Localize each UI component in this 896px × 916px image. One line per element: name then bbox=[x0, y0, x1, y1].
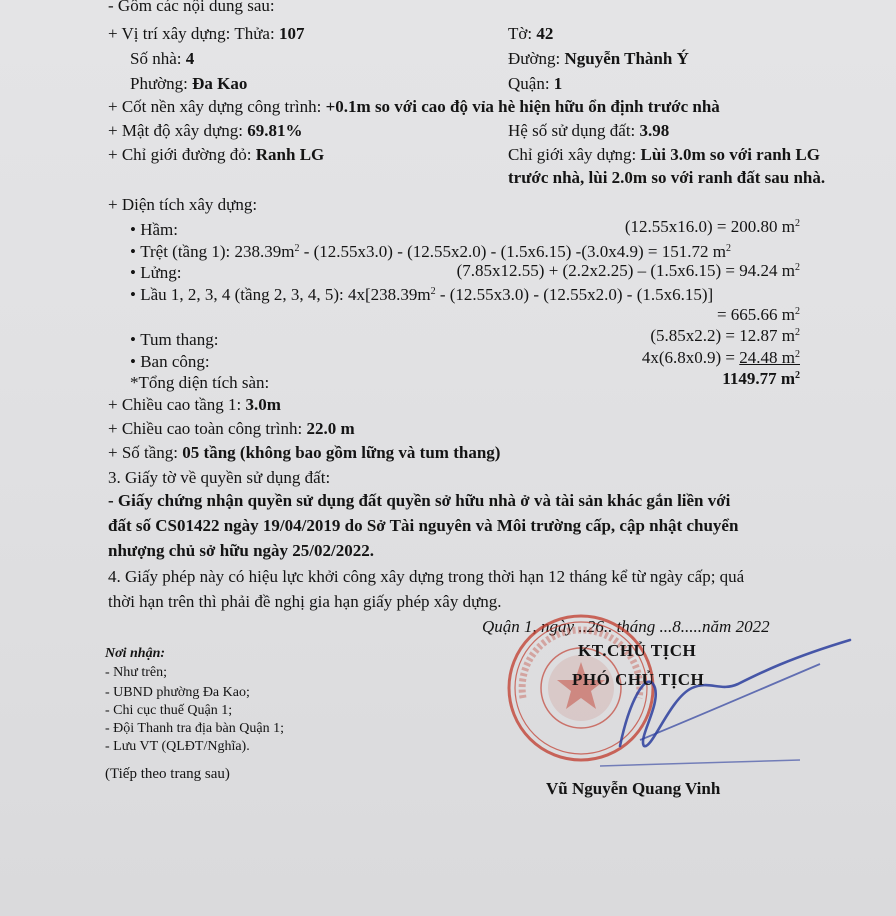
sotang-label: + Số tầng: bbox=[108, 443, 183, 462]
duong-value: Nguyễn Thành Ý bbox=[564, 49, 689, 68]
area-lung-sup: 2 bbox=[795, 262, 800, 273]
phuong-label: Phường: bbox=[130, 74, 193, 93]
area-ham-sup: 2 bbox=[795, 218, 800, 229]
area-lau-line: • Lầu 1, 2, 3, 4 (tầng 2, 3, 4, 5): $4x[238.39m^2 - (12.55x3.0) - (12.55x2.0) - (1.5x6.15)]$ bbox=[130, 285, 714, 304]
area-lung-label: • Lửng: bbox=[130, 263, 182, 282]
cgxd-value-1: Lùi 3.0m so với ranh LG bbox=[640, 145, 820, 164]
cgxd-value-2: trước nhà, lùi 2.0m so với ranh đất sau nhà. bbox=[508, 168, 826, 187]
quan-value: 1 bbox=[553, 74, 563, 93]
area-tong-sup: 2 bbox=[795, 370, 800, 381]
vitri-line bbox=[108, 24, 304, 44]
area-ham-label: • Hầm: bbox=[130, 220, 178, 239]
cgdd-label: + Chỉ giới đường đỏ: bbox=[108, 145, 256, 164]
area-tret-label-sup: 2 bbox=[294, 243, 300, 254]
hesd-value: 3.98 bbox=[639, 121, 670, 140]
area-tret-sup: 2 bbox=[725, 243, 731, 254]
phuong-value: Đa Kao bbox=[192, 74, 248, 93]
vitri-label: + Vị trí xây dựng: Thửa: bbox=[108, 24, 279, 43]
area-bancong-sup: 2 bbox=[795, 349, 800, 360]
cgxd-line bbox=[508, 145, 820, 165]
area-lau-label: Lầu 1, 2, 3, 4 (tầng 2, 3, 4, 5): 4x[238.39m bbox=[140, 285, 431, 304]
area-bancong-pre: 4x(6.8x0.9) = bbox=[641, 348, 740, 367]
tiep-theo: (Tiếp theo trang sau) bbox=[105, 766, 230, 782]
chieucaotoan-line bbox=[108, 419, 355, 439]
chieucaotoan-value: 22.0 m bbox=[306, 419, 355, 438]
matdo-label: + Mật độ xây dựng: bbox=[108, 121, 248, 140]
cgdd-line bbox=[108, 145, 324, 165]
recipient-1: - Như trên; bbox=[105, 665, 168, 680]
noinhan-label: Nơi nhận: bbox=[105, 646, 166, 661]
cgdd-value: Ranh LG bbox=[255, 145, 325, 164]
hesd-label: Hệ số sử dụng đất: bbox=[508, 121, 640, 140]
sotang-line bbox=[108, 443, 500, 463]
to-line bbox=[508, 24, 553, 44]
area-ham-formula bbox=[625, 217, 800, 237]
sotang-value: 05 tầng (không bao gồm lững và tum thang) bbox=[182, 443, 501, 462]
dientich-label: + Diện tích xây dựng: bbox=[108, 195, 258, 214]
recipient-5: - Lưu VT (QLĐT/Nghĩa). bbox=[105, 739, 250, 754]
area-lau-value: = 665.66 m bbox=[716, 305, 795, 324]
area-tret-label: Trệt (tầng 1): 238.39m bbox=[140, 242, 295, 261]
area-lau-sup: 2 bbox=[795, 306, 800, 317]
pho-chu-tich: PHÓ CHỦ TỊCH bbox=[572, 670, 705, 689]
area-ham-text: Hầm: bbox=[140, 220, 178, 239]
section-4-line-2: thời hạn trên thì phải đề nghị gia hạn giấy phép xây dựng. bbox=[108, 592, 502, 611]
area-tum-formula bbox=[650, 326, 800, 346]
area-bancong-value: 24.48 m bbox=[739, 348, 795, 367]
area-tum-sup: 2 bbox=[795, 327, 800, 338]
duong-label: Đường: bbox=[508, 49, 565, 68]
area-bancong-text: Ban công: bbox=[140, 352, 210, 371]
gcn-line-1: - Giấy chứng nhận quyền sử dụng đất quyền sở hữu nhà ở và tài sản khác gắn liền với bbox=[108, 491, 731, 510]
vitri-thua: 107 bbox=[278, 24, 305, 43]
recipient-2: - UBND phường Đa Kao; bbox=[105, 685, 250, 700]
recipient-3: - Chi cục thuế Quận 1; bbox=[105, 703, 233, 718]
quan-label: Quận: bbox=[508, 74, 554, 93]
area-bancong-formula bbox=[642, 348, 800, 368]
cotnen-label: + Cốt nền xây dựng công trình: bbox=[108, 97, 326, 116]
area-tong-label: *Tổng diện tích sàn: bbox=[130, 373, 270, 392]
area-tret-formula: - (12.55x3.0) - (12.55x2.0) - (1.5x6.15) -(3.0x4.9) = 151.72 m bbox=[299, 242, 726, 261]
gcn-line-3: nhượng chủ sở hữu ngày 25/02/2022. bbox=[108, 541, 374, 560]
signer-name: Vũ Nguyễn Quang Vinh bbox=[546, 779, 721, 798]
area-lung-formula bbox=[457, 261, 800, 281]
area-lung-value: (7.85x12.55) + (2.2x2.25) – (1.5x6.15) = 94.24 m bbox=[456, 261, 795, 280]
area-tum-value: (5.85x2.2) = 12.87 m bbox=[650, 326, 795, 345]
area-lau-label-sup: 2 bbox=[430, 286, 436, 297]
duong-line bbox=[508, 49, 689, 69]
cotnen-line bbox=[108, 97, 720, 117]
area-lau-total bbox=[717, 305, 800, 325]
to-value: 42 bbox=[536, 24, 554, 43]
area-tong-value: 1149.77 m bbox=[722, 369, 795, 388]
to-label: Tờ: bbox=[508, 24, 537, 43]
chieucao1-label: + Chiều cao tầng 1: bbox=[108, 395, 246, 414]
chieucao1-value: 3.0m bbox=[245, 395, 281, 414]
matdo-value: 69.81% bbox=[247, 121, 303, 140]
cotnen-value: +0.1m so với cao độ vỉa hè hiện hữu ổn định trước nhà bbox=[325, 97, 720, 116]
section-4-line-1: 4. Giấy phép này có hiệu lực khởi công xây dựng trong thời hạn 12 tháng kể từ ngày cấp; quá bbox=[108, 567, 745, 586]
area-tret-line: • Trệt (tầng 1): $238.39m^2 - (12.55x3.0) - (12.55x2.0) - (1.5x6.15) -(3.0x4.9) = 151.72$ $m^2$ bbox=[130, 242, 731, 261]
area-lung-text: Lửng: bbox=[140, 263, 182, 282]
area-bancong-label: • Ban công: bbox=[130, 352, 210, 371]
hesd-line bbox=[508, 121, 669, 141]
area-tum-text: Tum thang: bbox=[140, 330, 219, 349]
gcn-line-2: đất số CS01422 ngày 19/04/2019 do Sở Tài nguyên và Môi trường cấp, cập nhật chuyển bbox=[108, 516, 739, 535]
section-3-title: 3. Giấy tờ về quyền sử dụng đất: bbox=[108, 468, 331, 487]
cgxd-label: Chỉ giới xây dựng: bbox=[508, 145, 641, 164]
sonha-line bbox=[130, 49, 194, 69]
intro-line: - Gôm các nội dung sau: bbox=[108, 0, 275, 15]
chieucao1-line bbox=[108, 395, 281, 415]
phuong-line bbox=[130, 74, 247, 94]
sonha-value: 4 bbox=[185, 49, 195, 68]
chieucaotoan-label: + Chiều cao toàn công trình: bbox=[108, 419, 307, 438]
recipient-4: - Đội Thanh tra địa bàn Quận 1; bbox=[105, 721, 284, 736]
area-lau-formula: - (12.55x3.0) - (12.55x2.0) - (1.5x6.15)] bbox=[435, 285, 714, 304]
sonha-label: Số nhà: bbox=[130, 49, 186, 68]
matdo-line bbox=[108, 121, 302, 141]
area-ham-value: (12.55x16.0) = 200.80 m bbox=[624, 217, 795, 236]
quan-line bbox=[508, 74, 562, 94]
kt-chu-tich: KT.CHỦ TỊCH bbox=[578, 641, 697, 660]
date-line: Quận 1, ngày ..26.. tháng ...8.....năm 2022 bbox=[482, 617, 770, 636]
area-tum-label: • Tum thang: bbox=[130, 330, 219, 349]
area-tong-formula bbox=[722, 369, 800, 389]
area-bancong-value-wrap bbox=[739, 348, 800, 367]
